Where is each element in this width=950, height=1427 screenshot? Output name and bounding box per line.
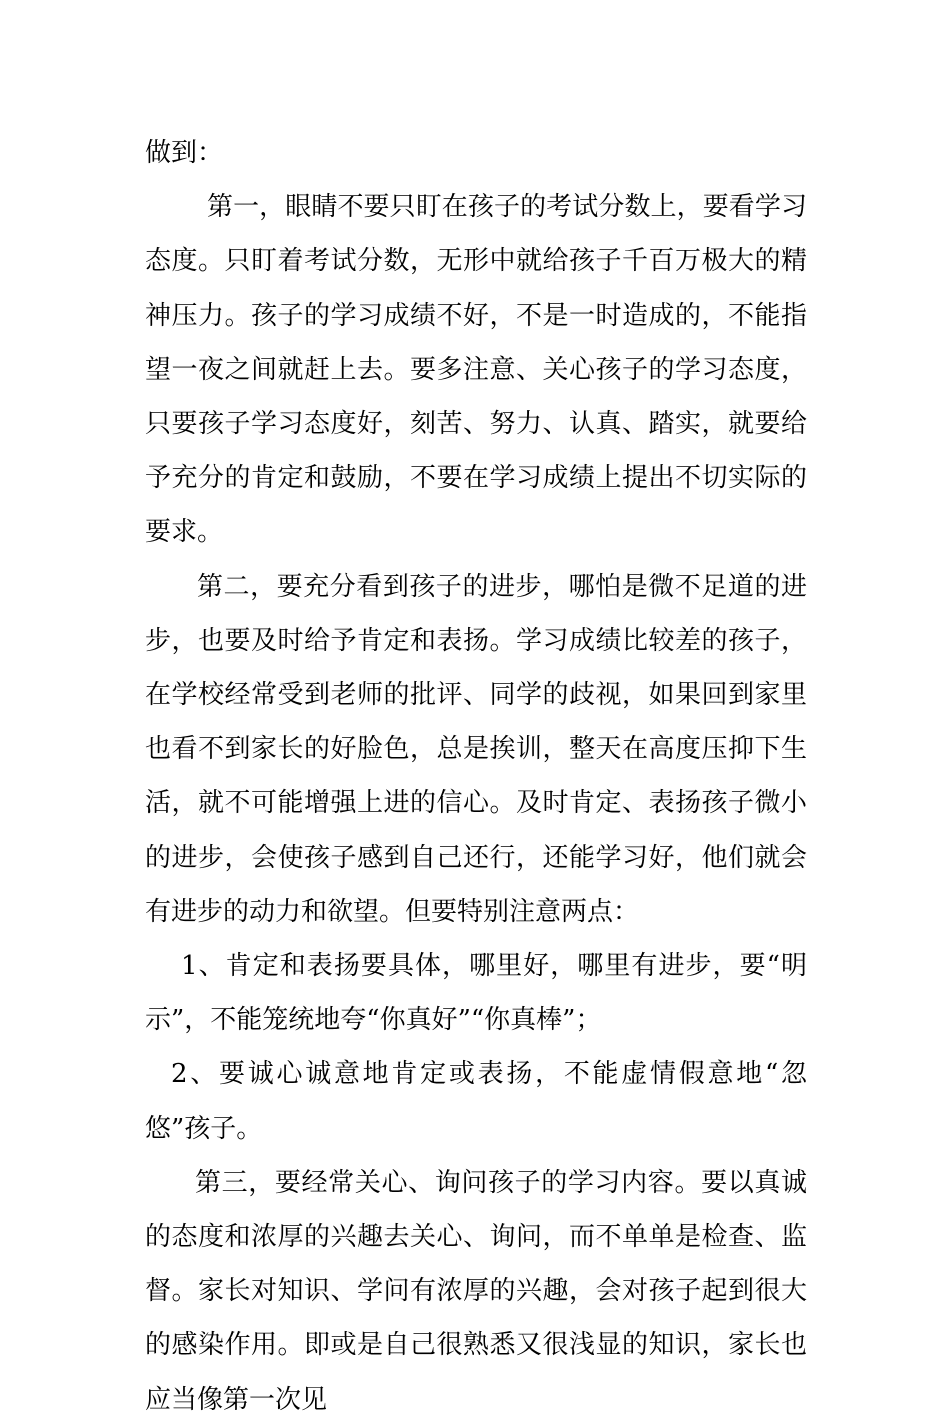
- paragraph-note-one: 1、肯定和表扬要具体，哪里好，哪里有进步，要“明示”，不能笼统地夸“你真好”“你真棒”；: [145, 951, 807, 1036]
- paragraph-lead-in: 做到：: [145, 138, 224, 168]
- document-page: [145, 126, 807, 1427]
- paragraph-point-one: 第一，眼睛不要只盯在孩子的考试分数上，要看学习态度。只盯着考试分数，无形中就给孩子千百万极大的精神压力。孩子的学习成绩不好，不是一时造成的，不能指望一夜之间就赶上去。要多注意、关心孩子的学习态度，只要孩子学习态度好，刻苦、努力、认真、踏实，就要给予充分的肯定和鼓励，不要在学习成绩上提出不切实际的要求。: [145, 192, 807, 548]
- paragraph-point-three: 第三，要经常关心、询问孩子的学习内容。要以真诚的态度和浓厚的兴趣去关心、询问，而不单单是检查、监督。家长对知识、学问有浓厚的兴趣，会对孩子起到很大的感染作用。即或是自己很熟悉又很浅显的知识，家长也应当像第一次见: [145, 1167, 807, 1415]
- paragraph-note-two: 2、要诚心诚意地肯定或表扬，不能虚情假意地“忽悠”孩子。: [145, 1059, 807, 1144]
- paragraph-point-two: 第二，要充分看到孩子的进步，哪怕是微不足道的进步，也要及时给予肯定和表扬。学习成绩比较差的孩子，在学校经常受到老师的批评、同学的歧视，如果回到家里也看不到家长的好脸色，总是挨训，整天在高度压抑下生活，就不可能增强上进的信心。及时肯定、表扬孩子微小的进步，会使孩子感到自己还行，还能学习好，他们就会有进步的动力和欲望。但要特别注意两点：: [145, 571, 807, 927]
